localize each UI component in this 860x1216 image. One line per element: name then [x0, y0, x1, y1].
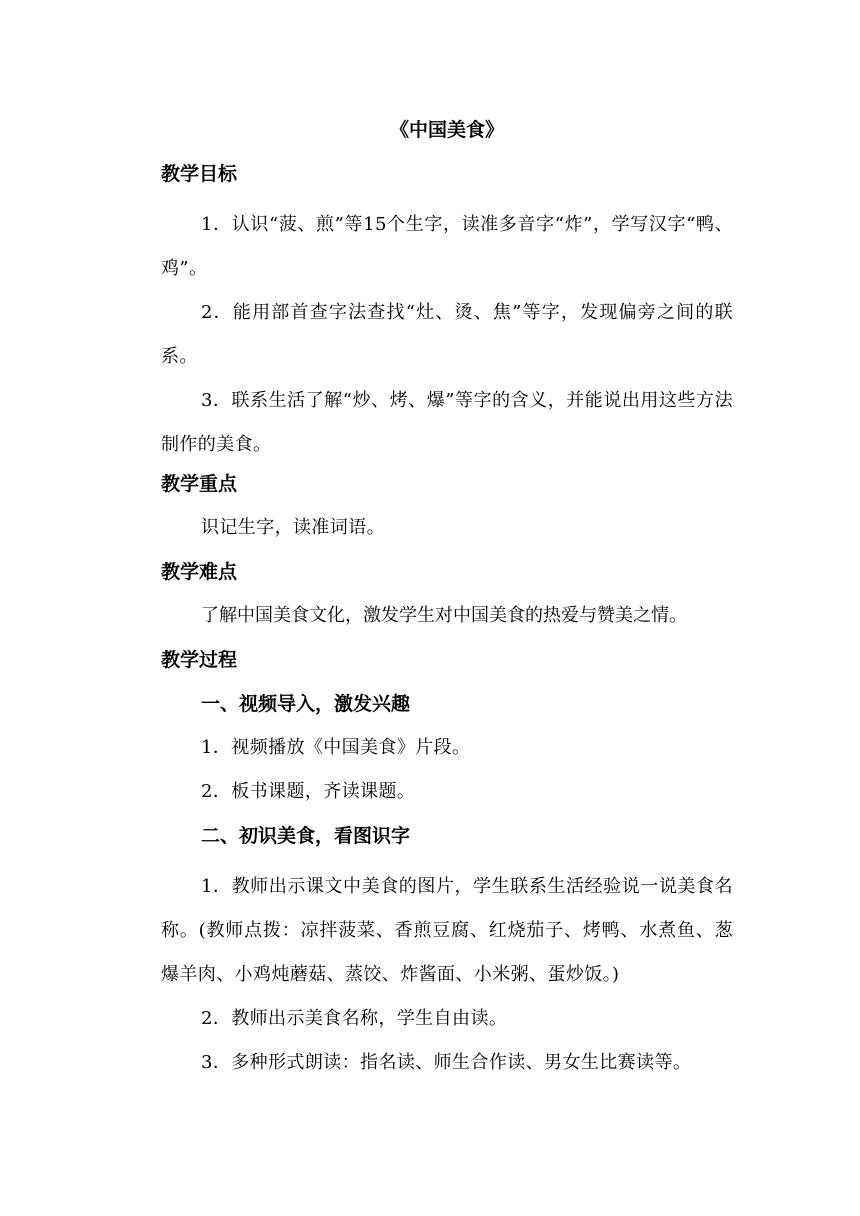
key-points-text: 识记生字，读准词语。 — [201, 517, 385, 538]
section-heading-goals: 教学目标 — [161, 163, 238, 185]
section-heading-key-points: 教学重点 — [161, 473, 238, 495]
goal-item-3: 3．联系生活了解“炒、烤、爆”等字的含义，并能说出用这些方法制作的美食。 — [161, 390, 733, 455]
process-part2-heading: 二、初识美食，看图识字 — [201, 825, 411, 847]
process-part2-item-3: 3．多种形式朗读：指名读、师生合作读、男女生比赛读等。 — [201, 1052, 692, 1073]
document-title: 《中国美食》 — [389, 119, 504, 141]
process-part2-item-2: 2．教师出示美食名称，学生自由读。 — [201, 1008, 508, 1029]
section-heading-process: 教学过程 — [161, 649, 238, 671]
process-part1-item-2: 2．板书课题，齐读课题。 — [201, 781, 416, 802]
section-heading-difficulties: 教学难点 — [161, 561, 238, 583]
goal-item-1: 1．认识“菠、煎”等15个生字，读准多音字“炸”，学写汉字“鸭、鸡”。 — [161, 214, 733, 279]
process-part1-item-1: 1．视频播放《中国美食》片段。 — [201, 737, 471, 758]
process-part2-item-1: 1．教师出示课文中美食的图片，学生联系生活经验说一说美食名称。(教师点拨：凉拌菠菜、香煎豆腐、红烧茄子、烤鸭、水煮鱼、葱爆羊肉、小鸡炖蘑菇、蒸饺、炸酱面、小米粥、蛋炒饭。) — [161, 876, 733, 985]
difficulties-text: 了解中国美食文化，激发学生对中国美食的热爱与赞美之情。 — [201, 605, 687, 626]
goal-item-2: 2．能用部首查字法查找“灶、烫、焦”等字，发现偏旁之间的联系。 — [161, 302, 733, 367]
document-body — [161, 115, 733, 1085]
process-part1-heading: 一、视频导入，激发兴趣 — [201, 693, 411, 715]
